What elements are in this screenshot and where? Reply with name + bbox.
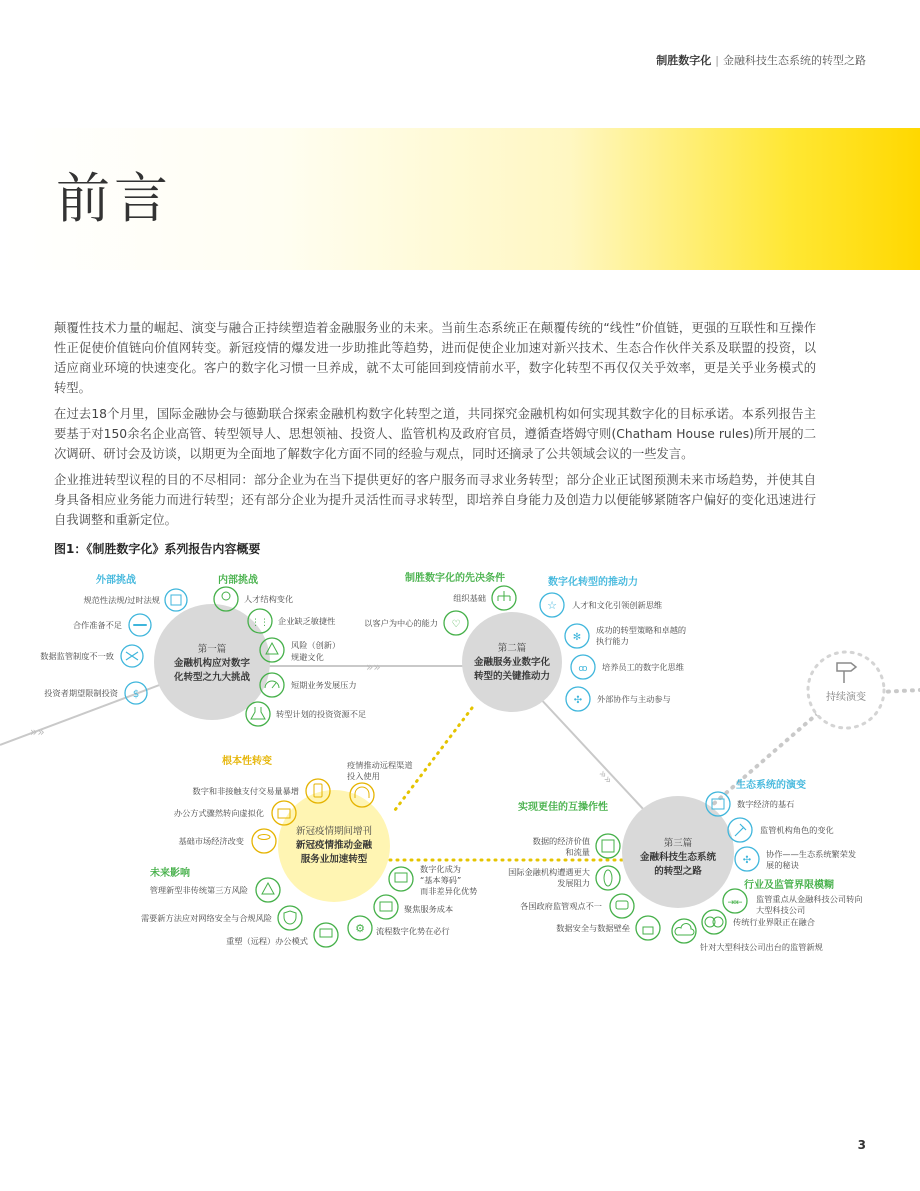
ext-label-3: 数据监管制度不一致: [40, 651, 114, 661]
cat-ecosystem: 生态系统的演变: [736, 780, 806, 791]
fun-label-3: 办公方式骤然转向虚拟化: [173, 808, 264, 818]
title-banner: [0, 128, 920, 270]
hub-2-line3: 转型的关键推动力: [473, 671, 551, 682]
risk-warning-icon: [256, 878, 280, 902]
svg-text:♡: ♡: [451, 619, 461, 630]
svg-text:ꝏ: ꝏ: [578, 664, 588, 674]
hub-1-line2: 金融机构应对数字: [173, 658, 251, 669]
shield-icon: [278, 906, 302, 930]
page-number: 3: [857, 1138, 866, 1152]
interop-label-b1: 国际金融机构遭遇更大: [508, 867, 590, 877]
fut-label-1: 管理新型非传统第三方风险: [149, 885, 248, 895]
drv-label-2a: 成功的转型策略和卓越的: [596, 625, 687, 635]
report-overview-diagram: [0, 560, 920, 980]
cat-external: 外部挑战: [96, 575, 136, 586]
law-book-icon: [165, 589, 187, 611]
fun-label-2: 数字和非接触支付交易量暴增: [192, 786, 299, 796]
svg-text:⇥⇤: ⇥⇤: [727, 898, 743, 908]
svg-text:✣: ✣: [573, 695, 583, 706]
ext-label-1: 规范性法规/过时法规: [83, 595, 160, 605]
header-subtitle: 金融科技生态系统的转型之路: [723, 54, 866, 67]
eco-label-3b: 展的秘诀: [766, 860, 799, 870]
reg-label-1b: 大型科技公司: [756, 905, 806, 915]
hub-3-line2: 金融科技生态系统: [639, 852, 717, 863]
ext-label-4: 投资者期望限制投资: [44, 688, 118, 698]
int-label-5: 转型计划的投资资源不足: [276, 709, 367, 719]
hub-1-line1: 第一篇: [197, 644, 227, 655]
driver-items: [540, 593, 686, 711]
pre-label-1: 组织基础: [453, 593, 486, 603]
paragraph-1: 颠覆性技术力量的崛起、演变与融合正持续塑造着金融服务业的未来。当前生态系统正在颠覆传统的“线性”价值链，更强的互联性和互操作性正促使价值链向价值网转变。新冠疫情的爆发进一步助推此等趋势，进而促使企业加速对新兴技术、生态合作伙伴关系及联盟的投资，以适应商业环境的快速变化。客户的数字化习惯一旦养成，就不太可能回到疫情前水平，数字化转型不再仅仅关乎效率，更是关乎业务模式的转型。: [54, 321, 816, 395]
interop-label-a1: 数据的经济价值: [532, 836, 590, 846]
paragraph-3: 企业推进转型议程的目的不尽相同：部分企业为在当下提供更好的客户服务而寻求业务转型；部分企业正试图预测未来市场趋势，并使其自身具备相应业务能力而进行转型；还有部分企业为提升灵活性而寻求转型，即培养自身能力及创造力以便能够紧随客户偏好的变化迅速进行自我调整和重新定位。: [54, 473, 816, 527]
building-icon: [706, 792, 730, 816]
int-label-2: 企业缺乏敏捷性: [278, 616, 336, 626]
hub-3-line1: 第三篇: [663, 838, 693, 849]
hub-sup-line3: 服务业加速转型: [300, 854, 368, 865]
fut-label-6a: 数字化成为: [420, 864, 461, 874]
supplement-links: [390, 708, 628, 860]
hub-sup-line1: 新冠疫情期间增刊: [295, 826, 373, 837]
hub-2-line2: 金融服务业数字化: [473, 657, 551, 668]
paragraph-2: 在过去18个月里，国际金融协会与德勤联合探索金融机构数字化转型之道，共同探究金融机构如何实现其数字化的目标承诺。本系列报告主要基于对150余名企业高管、转型领导人、思想领袖、投资人、监管机构及政府官员，遵循查塔姆守则(Chatham House rules)所开展的二次调研、研讨会及访谈，以期更为全面地了解数字化方面不同的经验与观点，同时还摘录了公共领域会议的一些发言。: [54, 407, 816, 461]
int-label-1: 人才结构变化: [244, 594, 294, 604]
coins-icon: [252, 829, 276, 853]
fut-label-6b: “基本筹码”: [420, 875, 462, 885]
hub-sup-line2: 新冠疫情推动金融: [295, 840, 373, 851]
merge-circles-icon: [702, 910, 726, 934]
pre-label-2: 以客户为中心的能力: [364, 618, 438, 628]
fut-label-5: 聚焦服务成本: [404, 904, 454, 914]
monitor-icon: [389, 867, 413, 891]
svg-text:$: $: [132, 689, 140, 700]
fut-label-6c: 而非差异化优势: [420, 886, 478, 896]
eco-label-1: 数字经济的基石: [737, 799, 795, 809]
header-brand: 制胜数字化: [656, 54, 712, 67]
drv-label-4: 外部协作与主动参与: [597, 694, 671, 704]
path-chevrons-3: »»: [595, 766, 617, 787]
svg-text:✣: ✣: [742, 855, 752, 866]
page-title: 前言: [56, 167, 172, 230]
cat-regulation: 行业及监管界限模糊: [744, 880, 834, 891]
speech-bubbles-icon: [610, 894, 634, 918]
interop-label-b2: 发展阻力: [557, 878, 590, 888]
eco-label-3a: 协作——生态系统繁荣发: [766, 849, 857, 859]
path-chevrons-1: »»: [30, 725, 45, 739]
int-label-3a: 风险（创新）: [291, 640, 341, 650]
hub-3-line3: 的转型之路: [654, 866, 702, 877]
svg-text:✻: ✻: [572, 632, 582, 643]
running-header: 制胜数字化 | 金融科技生态系统的转型之路: [656, 54, 866, 67]
cat-fundamental: 根本性转变: [222, 756, 272, 767]
cost-screen-icon: [374, 895, 398, 919]
cat-internal: 内部挑战: [218, 575, 258, 586]
path-chevrons-2: »»: [366, 660, 381, 674]
int-label-4: 短期业务发展压力: [291, 680, 357, 690]
eco-label-2: 监管机构角色的变化: [760, 825, 834, 835]
hub-ongoing-label: 持续演变: [826, 692, 866, 703]
drv-label-3: 培养员工的数字化思维: [602, 662, 684, 672]
drv-label-2b: 执行能力: [596, 636, 629, 646]
cloud-icon: [672, 919, 696, 943]
data-grid-icon: [596, 834, 620, 858]
hub-2-line1: 第二篇: [497, 643, 527, 654]
laptop-icon: [314, 923, 338, 947]
fut-label-2: 需要新方法应对网络安全与合规风险: [140, 913, 272, 923]
lock-icon: [636, 916, 660, 940]
fun-label-1b: 投入使用: [347, 771, 380, 781]
flask-icon: [246, 702, 270, 726]
interop-label-c: 各国政府监管观点不一: [520, 901, 602, 911]
fut-label-3: 重塑（远程）办公模式: [226, 936, 308, 946]
drv-label-1: 人才和文化引领创新思维: [572, 600, 663, 610]
cat-prereq: 制胜数字化的先决条件: [405, 573, 505, 584]
reg-label-2: 传统行业界限正在融合: [733, 917, 815, 927]
reg-label-1a: 监管重点从金融科技公司转向: [756, 894, 863, 904]
interop-label-a2: 和流量: [565, 847, 590, 857]
svg-text:⋮⋮: ⋮⋮: [251, 618, 269, 628]
gavel-icon: [728, 818, 752, 842]
svg-text:☆: ☆: [547, 599, 557, 612]
hub-1-line3: 化转型之九大挑战: [173, 672, 251, 683]
fun-label-1a: 疫情推动远程渠道: [347, 760, 413, 770]
svg-text:⚙: ⚙: [355, 922, 365, 935]
int-label-3b: 规避文化: [291, 652, 324, 662]
fut-label-4: 流程数字化势在必行: [376, 926, 450, 936]
figure-title: 图1：《制胜数字化》系列报告内容概要: [54, 542, 261, 556]
reg-label-3: 针对大型科技公司出台的监管新规: [700, 942, 823, 952]
cat-future: 未来影响: [150, 868, 190, 879]
ext-label-2: 合作准备不足: [72, 620, 122, 630]
interop-label-d: 数据安全与数据壁垒: [556, 923, 630, 933]
cat-interop: 实现更佳的互操作性: [518, 802, 608, 813]
cat-drivers: 数字化转型的推动力: [548, 577, 638, 588]
fun-label-4: 基础市场经济改变: [178, 836, 244, 846]
